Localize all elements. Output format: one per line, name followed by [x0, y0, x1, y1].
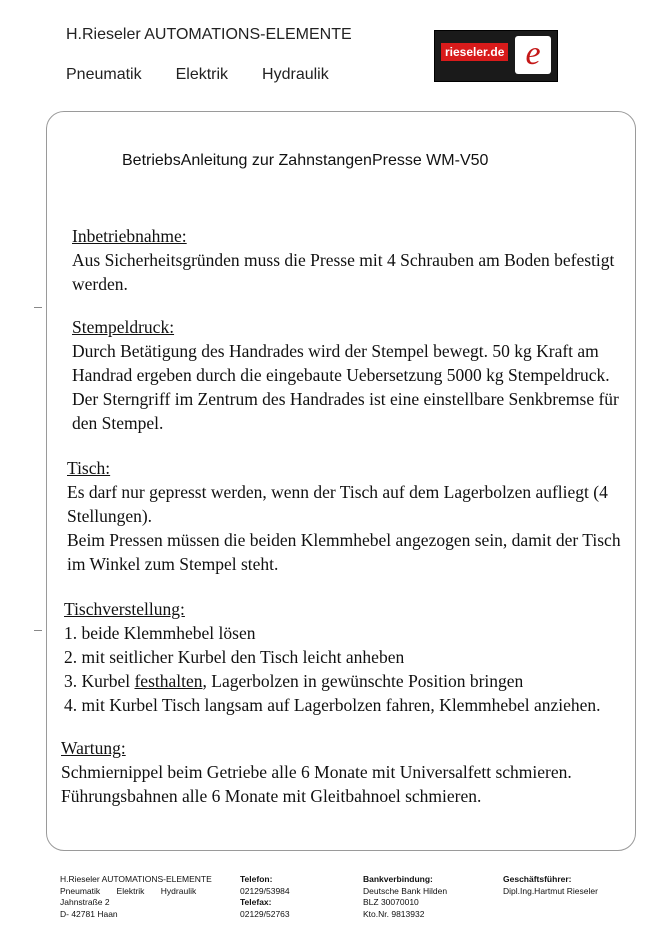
section-stempeldruck	[72, 315, 632, 435]
section-line: werden.	[72, 274, 128, 294]
section-heading: Wartung:	[61, 738, 126, 758]
section-heading: Tisch:	[67, 458, 111, 478]
underlined-word: festhalten	[134, 671, 203, 691]
category-list	[66, 66, 329, 84]
section-line: Schmiernippel beim Getriebe alle 6 Monate mit Universalfett schmieren.	[61, 762, 572, 782]
section-line: Es darf nur gepresst werden, wenn der Tisch auf dem Lagerbolzen aufliegt (4	[67, 482, 608, 502]
company-name: H.Rieseler AUTOMATIONS-ELEMENTE	[66, 26, 352, 43]
footer-manager	[503, 874, 598, 897]
bank-label: Bankverbindung:	[363, 874, 433, 884]
company-logo	[434, 30, 558, 82]
section-heading: Stempeldruck:	[72, 317, 175, 337]
logo-text: rieseler.de	[441, 43, 508, 61]
line-suffix: , Lagerbolzen in gewünschte Position bringen	[202, 671, 524, 691]
manager-label: Geschäftsführer:	[503, 874, 572, 884]
margin-mark	[34, 307, 42, 308]
footer-company	[60, 874, 212, 920]
section-line: Durch Betätigung des Handrades wird der Stempel bewegt. 50 kg Kraft am	[72, 341, 599, 361]
section-line: im Winkel zum Stempel steht.	[67, 554, 279, 574]
section-line: Der Sterngriff im Zentrum des Handrades ist eine einstellbare Senkbremse für	[72, 389, 619, 409]
section-line: Beim Pressen müssen die beiden Klemmhebel angezogen sein, damit der Tisch	[67, 530, 621, 550]
category-hydraulik: Hydraulik	[262, 66, 329, 83]
footer-contact	[240, 874, 290, 920]
document-title: BetriebsAnleitung zur ZahnstangenPresse WM-V50	[122, 152, 489, 169]
footer-bank	[363, 874, 447, 920]
footer-company-name: H.Rieseler AUTOMATIONS-ELEMENTE	[60, 874, 212, 884]
category-pneumatik: Pneumatik	[66, 66, 142, 83]
section-line: Handrad ergeben durch die eingebaute Uebersetzung 5000 kg Stempeldruck.	[72, 365, 610, 385]
bank-name: Deutsche Bank Hilden	[363, 885, 448, 896]
logo-e-icon: e	[515, 36, 551, 74]
category-elektrik: Elektrik	[175, 66, 229, 83]
manager-name: Dipl.Ing.Hartmut Rieseler	[503, 885, 598, 896]
line-prefix: 3. Kurbel	[64, 671, 135, 691]
fax-label: Telefax:	[240, 897, 272, 907]
section-line	[64, 669, 634, 693]
section-line: Aus Sicherheitsgründen muss die Presse mit 4 Schrauben am Boden befestigt	[72, 250, 615, 270]
footer-categories	[60, 886, 212, 898]
fax-number: 02129/52763	[240, 908, 290, 919]
margin-mark	[34, 630, 42, 631]
footer-category: Pneumatik	[60, 885, 101, 896]
section-line: 4. mit Kurbel Tisch langsam auf Lagerbolzen fahren, Klemmhebel anziehen.	[64, 695, 601, 715]
section-line: Stellungen).	[67, 506, 153, 526]
section-heading: Inbetriebnahme:	[72, 226, 187, 246]
footer-city: D- 42781 Haan	[60, 908, 118, 919]
footer-street: Jahnstraße 2	[60, 897, 110, 907]
section-tisch	[67, 456, 637, 576]
section-line: 2. mit seitlicher Kurbel den Tisch leicht anheben	[64, 647, 405, 667]
section-tischverstellung	[64, 597, 634, 717]
section-line: Führungsbahnen alle 6 Monate mit Gleitbahnoel schmieren.	[61, 786, 482, 806]
section-heading: Tischverstellung:	[64, 599, 185, 619]
phone-number: 02129/53984	[240, 885, 290, 896]
footer-category: Hydraulik	[160, 885, 197, 896]
bank-account: Kto.Nr. 9813932	[363, 908, 425, 919]
section-line: 1. beide Klemmhebel lösen	[64, 623, 256, 643]
section-wartung	[61, 736, 631, 808]
footer-category: Elektrik	[116, 885, 145, 896]
phone-label: Telefon:	[240, 874, 273, 884]
bank-blz: BLZ 30070010	[363, 897, 419, 907]
section-inbetriebnahme	[72, 224, 632, 296]
section-line: den Stempel.	[72, 413, 164, 433]
